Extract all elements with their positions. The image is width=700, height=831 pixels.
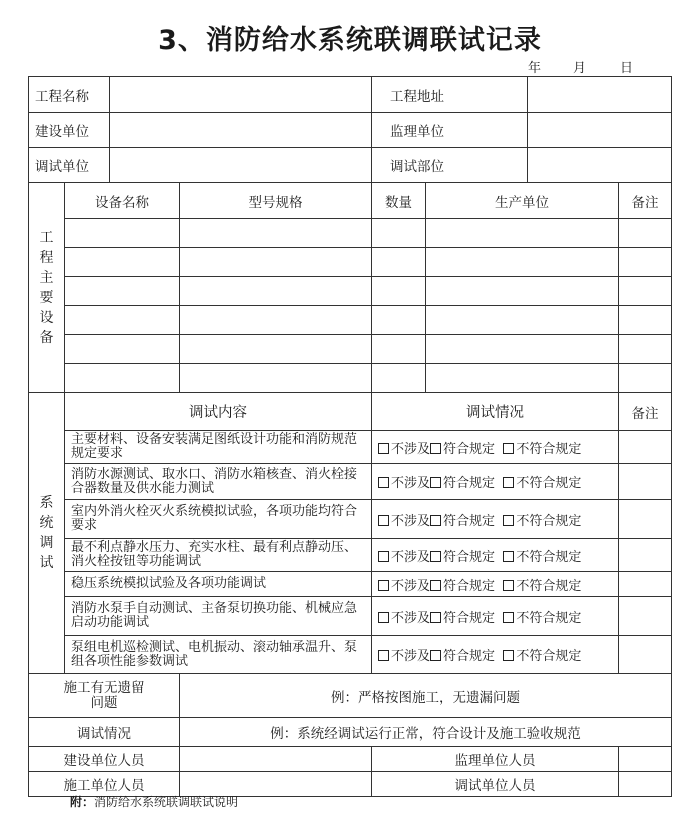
debug-staff-field[interactable] [619,772,672,797]
debug-status-options: 不涉及 符合规定 不符合规定 [372,597,619,636]
equipment-row [29,277,672,306]
issues-field[interactable]: 例：严格按图施工，无遗漏问题 [180,674,672,718]
equipment-cell[interactable] [619,335,672,364]
checkbox-compliant[interactable] [430,551,441,562]
debug-row [29,636,672,674]
equipment-cell[interactable] [372,306,426,335]
debug-part-label: 调试部位 [372,148,528,183]
footnote [70,793,238,810]
issues-row [29,674,672,718]
debug-remark-cell[interactable] [619,572,672,597]
equipment-cell[interactable] [180,277,372,306]
result-row [29,718,672,747]
debug-item-text: 主要材料、设备安装满足图纸设计功能和消防规范规定要求 [65,431,372,464]
checkbox-non-compliant[interactable] [503,477,514,488]
debug-item-text: 室内外消火栓灭火系统模拟试验，各项功能均符合要求 [65,500,372,539]
checkbox-not-applicable[interactable] [378,515,389,526]
debug-remark-cell[interactable] [619,539,672,572]
equipment-row [29,335,672,364]
footnote-prefix: 附： [70,795,95,809]
debug-status-options: 不涉及 符合规定 不符合规定 [372,500,619,539]
signature-row [29,747,672,772]
checkbox-compliant[interactable] [430,515,441,526]
equipment-row [29,248,672,277]
equipment-cell[interactable] [372,277,426,306]
equipment-col-remark: 备注 [619,183,672,219]
equipment-cell[interactable] [180,306,372,335]
debug-remark-cell[interactable] [619,597,672,636]
equipment-cell[interactable] [180,335,372,364]
equipment-cell[interactable] [65,306,180,335]
equipment-cell[interactable] [65,219,180,248]
checkbox-non-compliant[interactable] [503,515,514,526]
debug-row [29,431,672,464]
checkbox-not-applicable[interactable] [378,443,389,454]
debug-row [29,464,672,500]
checkbox-compliant[interactable] [430,650,441,661]
debug-remark-cell[interactable] [619,431,672,464]
header-row [29,113,672,148]
equipment-row [29,364,672,393]
equipment-cell[interactable] [426,364,619,393]
equipment-cell[interactable] [65,248,180,277]
checkbox-not-applicable[interactable] [378,612,389,623]
debug-unit-field[interactable] [110,148,372,183]
supervision-staff-label: 监理单位人员 [372,747,619,772]
equipment-cell[interactable] [426,277,619,306]
debug-item-text: 泵组电机巡检测试、电机振动、滚动轴承温升、泵组各项性能参数调试 [65,636,372,674]
debug-section-label: 系 统 调 试 [29,393,65,674]
checkbox-non-compliant[interactable] [503,443,514,454]
page-title: 3、消防给水系统联调联试记录 [158,25,542,56]
result-label: 调试情况 [29,718,180,747]
equipment-cell[interactable] [372,364,426,393]
debug-remark-cell[interactable] [619,500,672,539]
equipment-cell[interactable] [619,219,672,248]
equipment-cell[interactable] [426,335,619,364]
project-name-label: 工程名称 [29,77,110,113]
checkbox-compliant[interactable] [430,477,441,488]
record-form [28,76,672,797]
checkbox-non-compliant[interactable] [503,551,514,562]
equipment-cell[interactable] [619,306,672,335]
equipment-cell[interactable] [426,306,619,335]
header-row [29,77,672,113]
debug-row [29,597,672,636]
checkbox-not-applicable[interactable] [378,580,389,591]
debug-status-options: 不涉及 符合规定 不符合规定 [372,539,619,572]
supervision-staff-field[interactable] [619,747,672,772]
equipment-cell[interactable] [180,248,372,277]
debug-staff-label: 调试单位人员 [372,772,619,797]
equipment-cell[interactable] [619,277,672,306]
equipment-cell[interactable] [426,248,619,277]
project-name-field[interactable] [110,77,372,113]
project-address-label: 工程地址 [372,77,528,113]
checkbox-not-applicable[interactable] [378,551,389,562]
debug-col-remark: 备注 [619,393,672,431]
date-month-label: 月 [573,61,587,76]
checkbox-compliant[interactable] [430,443,441,454]
debug-col-status: 调试情况 [372,393,619,431]
debug-item-text: 最不利点静水压力、充实水柱、最有利点静动压、消火栓按钮等功能调试 [65,539,372,572]
equipment-header-row [29,183,672,219]
equipment-cell[interactable] [65,364,180,393]
debug-item-text: 稳压系统模拟试验及各项功能调试 [65,572,372,597]
debug-remark-cell[interactable] [619,464,672,500]
debug-row [29,539,672,572]
equipment-cell[interactable] [180,364,372,393]
equipment-col-name: 设备名称 [65,183,180,219]
checkbox-compliant[interactable] [430,612,441,623]
checkbox-non-compliant[interactable] [503,650,514,661]
equipment-cell[interactable] [619,364,672,393]
equipment-cell[interactable] [65,335,180,364]
debug-item-text: 消防水泵手自动测试、主备泵切换功能、机械应急启动功能调试 [65,597,372,636]
checkbox-non-compliant[interactable] [503,580,514,591]
header-row [29,148,672,183]
equipment-section-label: 工 程 主 要 设 备 [29,183,65,393]
construction-unit-label: 建设单位 [29,113,110,148]
footnote-text: 消防给水系统联调联试说明 [94,795,239,809]
equipment-cell[interactable] [619,248,672,277]
debug-status-options: 不涉及 符合规定 不符合规定 [372,464,619,500]
equipment-cell[interactable] [65,277,180,306]
construction-staff-field[interactable] [180,747,372,772]
debug-col-content: 调试内容 [65,393,372,431]
debug-remark-cell[interactable] [619,636,672,674]
project-address-field[interactable] [528,77,672,113]
equipment-cell[interactable] [372,248,426,277]
equipment-col-model: 型号规格 [180,183,372,219]
debug-status-options: 不涉及 符合规定 不符合规定 [372,636,619,674]
debug-unit-label: 调试单位 [29,148,110,183]
equipment-cell[interactable] [426,219,619,248]
date-year-label: 年 [528,61,542,76]
issues-label: 施工有无遗留问题 [29,674,180,718]
supervision-unit-label: 监理单位 [372,113,528,148]
builder-staff-label: 施工单位人员 [29,772,180,797]
date-day-label: 日 [620,61,634,76]
debug-header-row [29,393,672,431]
debug-part-field[interactable] [528,148,672,183]
checkbox-non-compliant[interactable] [503,612,514,623]
supervision-unit-field[interactable] [528,113,672,148]
equipment-row [29,306,672,335]
construction-unit-field[interactable] [110,113,372,148]
equipment-col-qty: 数量 [372,183,426,219]
equipment-col-maker: 生产单位 [426,183,619,219]
debug-status-options: 不涉及 符合规定 不符合规定 [372,431,619,464]
equipment-cell[interactable] [372,335,426,364]
equipment-cell[interactable] [180,219,372,248]
result-field[interactable]: 例：系统经调试运行正常，符合设计及施工验收规范 [180,718,672,747]
checkbox-not-applicable[interactable] [378,477,389,488]
construction-staff-label: 建设单位人员 [29,747,180,772]
debug-row [29,572,672,597]
debug-status-options: 不涉及 符合规定 不符合规定 [372,572,619,597]
equipment-row [29,219,672,248]
debug-row [29,500,672,539]
checkbox-compliant[interactable] [430,580,441,591]
checkbox-not-applicable[interactable] [378,650,389,661]
debug-item-text: 消防水源测试、取水口、消防水箱核查、消火栓接合器数量及供水能力测试 [65,464,372,500]
equipment-cell[interactable] [372,219,426,248]
